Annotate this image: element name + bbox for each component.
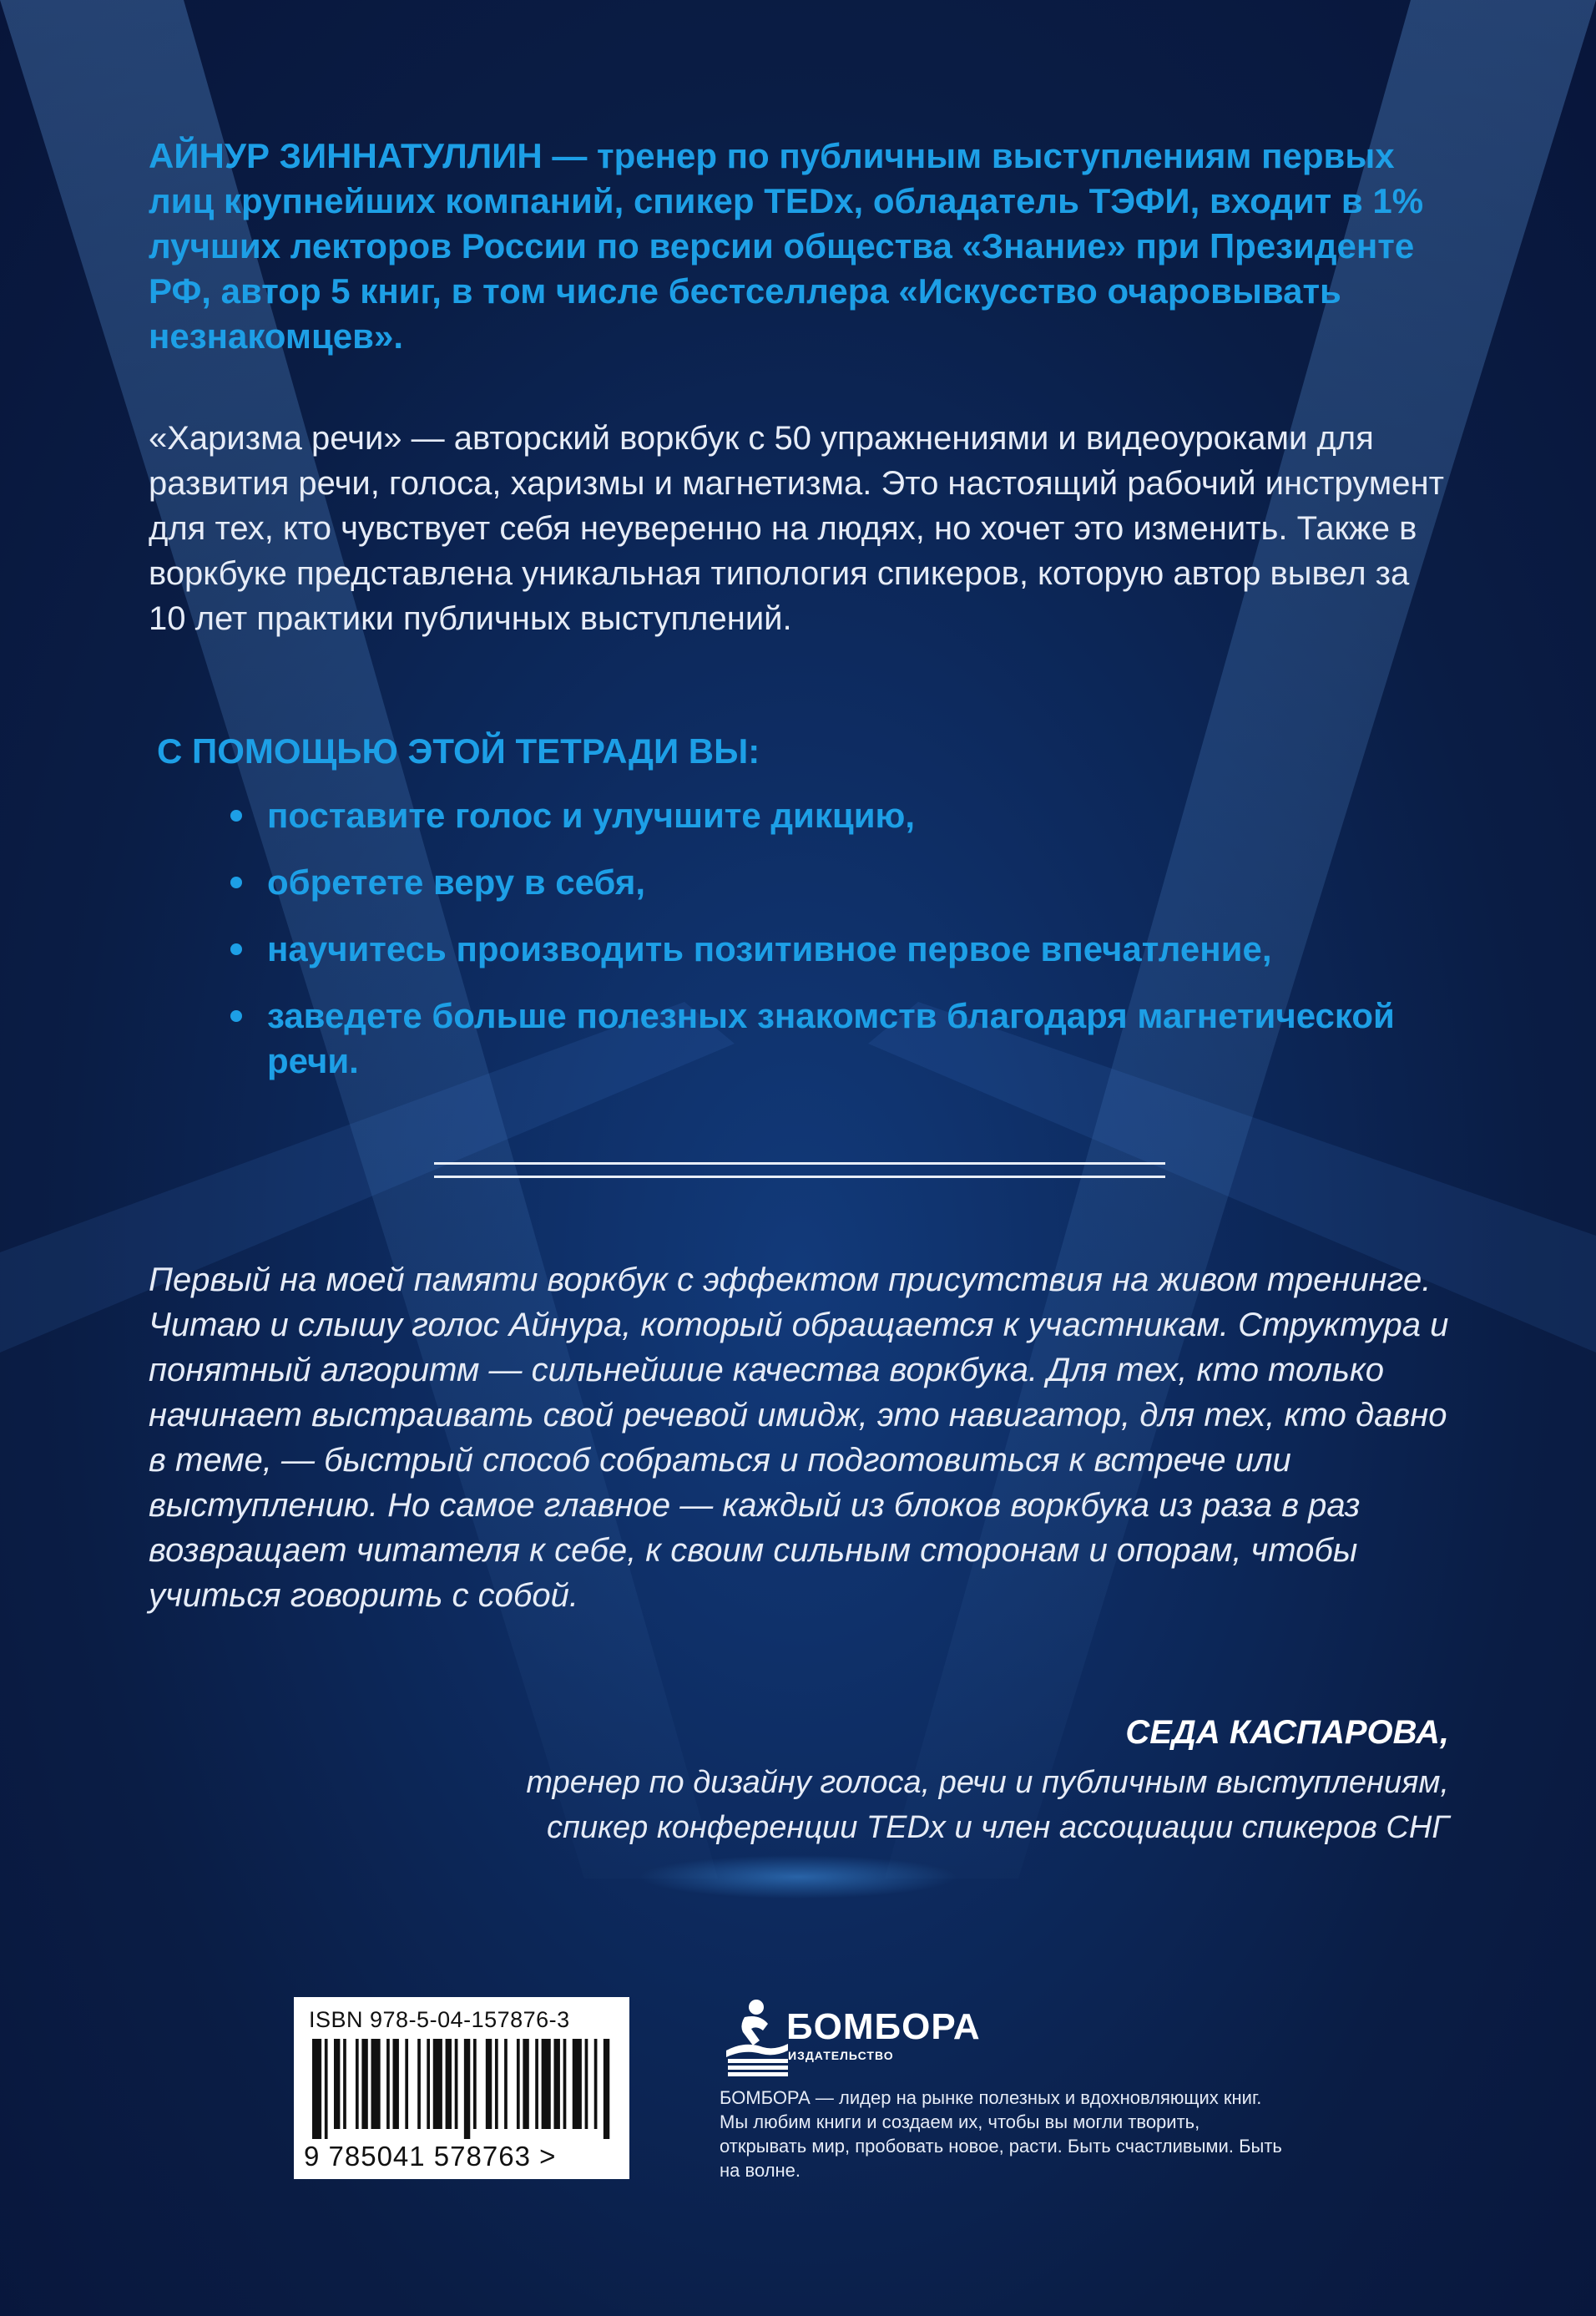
barcode-bar [486,2039,492,2129]
benefits-heading: С ПОМОЩЬЮ ЭТОЙ ТЕТРАДИ ВЫ: [157,731,760,771]
barcode-bar [356,2039,359,2129]
barcode-bar [334,2039,340,2129]
reviewer-title-line2: спикер конференции TEDx и член ассоциации спикеров СНГ [547,1810,1449,1845]
benefits-list [230,793,1441,1105]
barcode-bar [553,2039,559,2129]
barcode-bar [455,2039,458,2129]
list-item [230,927,1441,972]
barcode-bar [585,2039,588,2129]
publisher-subtitle: ИЗДАТЕЛЬСТВО [788,2049,894,2062]
barcode-bar [495,2039,498,2129]
barcode-bar [325,2039,328,2139]
isbn-barcode-box [294,1997,629,2179]
barcode-bar [517,2039,520,2129]
barcode-bar [312,2039,321,2139]
list-item [230,860,1441,905]
barcode-bar [446,2039,452,2129]
barcode-bar [473,2039,477,2129]
publisher-name: БОМБОРА [786,2006,981,2047]
wave-rider-icon [720,1999,795,2079]
barcode-bar [504,2039,508,2129]
reviewer-name: СЕДА КАСПАРОВА, [1125,1714,1449,1751]
barcode-bar [371,2039,381,2129]
barcode-bar [563,2039,567,2129]
reviewer-credentials [197,1760,1449,1850]
barcode-bar [392,2039,398,2129]
bullet-icon [230,1010,242,1022]
bullet-icon [230,877,242,888]
bullet-icon [230,943,242,955]
benefit-text: научитесь производить позитивное первое впечатление, [267,929,1272,968]
barcode-bar [433,2039,442,2129]
barcode-bar [535,2039,538,2129]
barcode-bar [361,2039,367,2129]
barcode-bar [417,2039,421,2129]
barcode-bar [386,2039,390,2129]
publisher-description: БОМБОРА — лидер на рынке полезных и вдохновляющих книг. Мы любим книги и создаем их, чтобы вы могли творить, открывать мир, пробовать новое, расти. Быть счастливыми. Быть на волне. [720,2087,1282,2181]
isbn-label: ISBN 978-5-04-157876-3 [309,2007,570,2032]
barcode-bar [405,2039,408,2129]
barcode-bar [464,2039,470,2139]
barcode-bar [427,2039,430,2129]
review-quote: Первый на моей памяти воркбук с эффектом присутствия на живом тренинге. Читаю и слышу голос Айнура, который обращается к участникам. Структура и понятный алгоритм — сильнейшие качества воркбука. Для тех, кто только начинает выстраивать свой речевой имидж, это навигатор, для тех, кто давно в теме, — быстрый способ собраться и подготовиться к встрече или выступлению. Но самое главное — каждый из блоков воркбука из раза в раз возвращает читателя к себе, к своим сильным сторонам и опорам, чтобы учиться говорить с собой. [149,1262,1449,1614]
divider-line-top [434,1162,1165,1165]
list-item [230,994,1441,1084]
barcode-bar [343,2039,346,2129]
benefit-text: поставите голос и улучшите дикцию, [267,796,916,835]
barcode [312,2039,613,2139]
benefit-text: заведете больше полезных знакомств благодаря магнетической речи. [267,996,1395,1080]
barcode-digits: 9 785041 578763 > [304,2141,557,2172]
divider-line-bottom [434,1176,1165,1178]
author-bio: АЙНУР ЗИННАТУЛЛИН — тренер по публичным выступлениям первых лиц крупнейших компаний, спикер TEDx, обладатель ТЭФИ, входит в 1% лучших лекторов России по версии общества «Знание» при Президенте РФ, автор 5 книг, в том числе бестселлера «Искусство очаровывать незнакомцев». [149,136,1424,356]
book-description: «Харизма речи» — авторский воркбук с 50 упражнениями и видеоуроками для развития речи, голоса, харизмы и магнетизма. Это настоящий рабочий инструмент для тех, кто чувствует себя неуверенно на людях, но хочет это изменить. Также в воркбуке представлена уникальная типология спикеров, которую автор вывел за 10 лет практики публичных выступлений. [149,420,1444,637]
bullet-icon [230,810,242,822]
benefit-text: обретете веру в себя, [267,862,645,902]
reviewer-title-line1: тренер по дизайну голоса, речи и публичным выступлениям, [526,1765,1449,1800]
barcode-bar [604,2039,609,2139]
barcode-bar [573,2039,582,2129]
barcode-bar [594,2039,598,2129]
list-item [230,793,1441,838]
barcode-bar [542,2039,551,2129]
barcode-bar [523,2039,528,2129]
